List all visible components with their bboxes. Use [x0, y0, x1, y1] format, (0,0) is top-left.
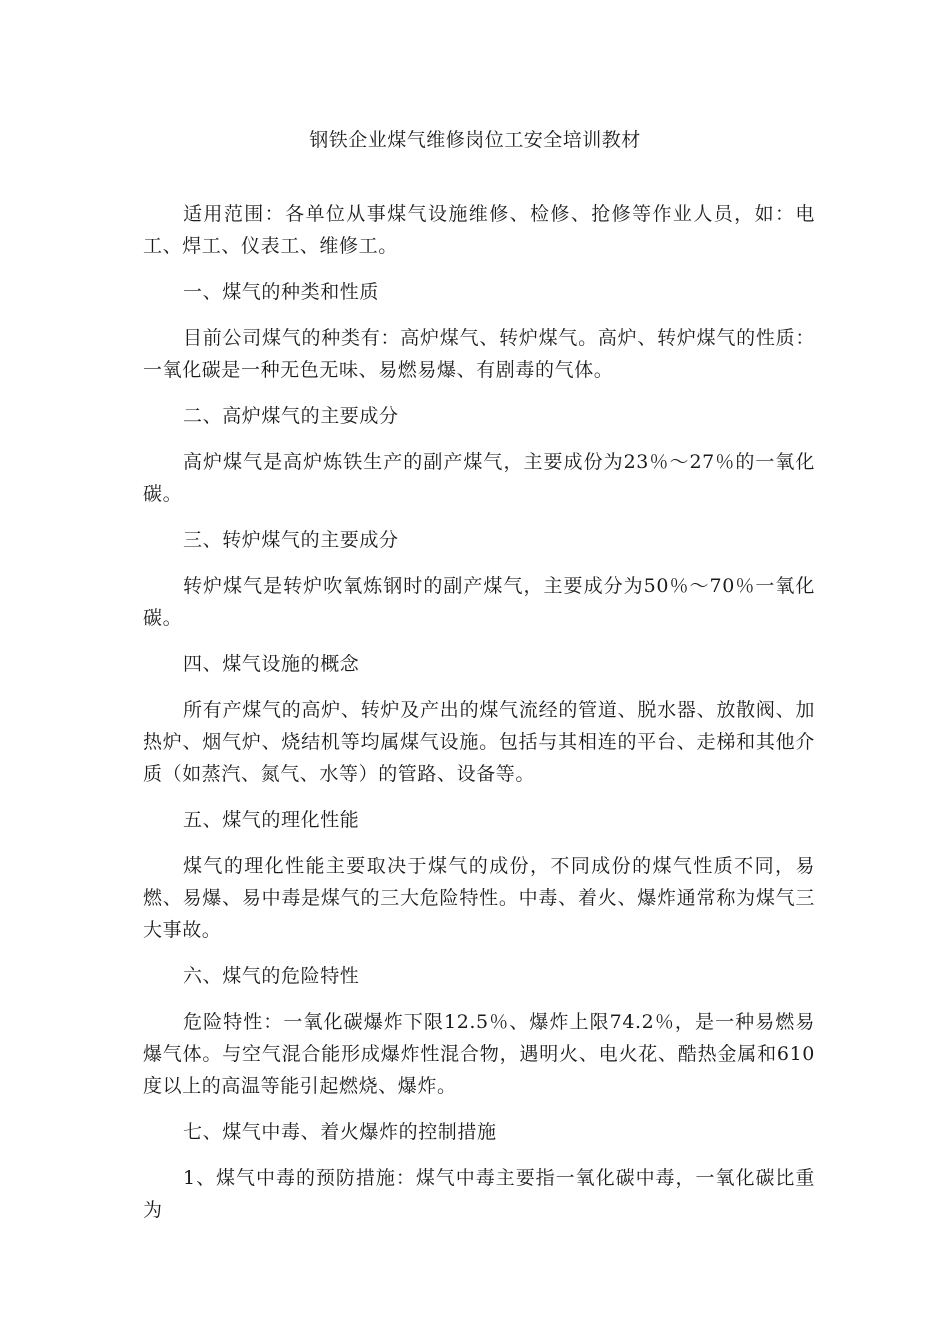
section-heading-7: 七、煤气中毒、着火爆炸的控制措施: [183, 1121, 497, 1143]
section-paragraph-3: 转炉煤气是转炉吹氧炼钢时的副产煤气，主要成分为50％～70％一氧化碳。: [143, 575, 815, 629]
section-paragraph-5: 煤气的理化性能主要取决于煤气的成份，不同成份的煤气性质不同，易燃、易爆、易中毒是煤气的三大危险特性。中毒、着火、爆炸通常称为煤气三大事故。: [143, 855, 815, 941]
section-heading-5: 五、煤气的理化性能: [183, 809, 360, 831]
section-paragraph-4: 所有产煤气的高炉、转炉及产出的煤气流经的管道、脱水器、放散阀、加热炉、烟气炉、烧结机等均属煤气设施。包括与其相连的平台、走梯和其他介质（如蒸汽、氮气、水等）的管路、设备等。: [143, 699, 815, 785]
scope-paragraph: 适用范围：各单位从事煤气设施维修、检修、抢修等作业人员，如：电工、焊工、仪表工、维修工。: [143, 203, 815, 257]
document-body: [143, 198, 815, 1240]
section-heading-2: 二、高炉煤气的主要成分: [183, 405, 399, 427]
section-paragraph-2: 高炉煤气是高炉炼铁生产的副产煤气，主要成份为23％～27％的一氧化碳。: [143, 451, 815, 505]
section-paragraph-7: 1、煤气中毒的预防措施：煤气中毒主要指一氧化碳中毒，一氧化碳比重为: [143, 1167, 815, 1221]
section-heading-3: 三、转炉煤气的主要成分: [183, 529, 399, 551]
section-heading-6: 六、煤气的危险特性: [183, 965, 360, 987]
section-heading-4: 四、煤气设施的概念: [183, 653, 360, 675]
section-heading-1: 一、煤气的种类和性质: [183, 281, 380, 303]
section-paragraph-6: 危险特性：一氧化碳爆炸下限12.5％、爆炸上限74.2％，是一种易燃易爆气体。与空气混合能形成爆炸性混合物，遇明火、电火花、酷热金属和610度以上的高温等能引起燃烧、爆炸。: [143, 1011, 815, 1097]
section-paragraph-1: 目前公司煤气的种类有：高炉煤气、转炉煤气。高炉、转炉煤气的性质：一氧化碳是一种无色无味、易燃易爆、有剧毒的气体。: [143, 327, 815, 381]
document-title: 钢铁企业煤气维修岗位工安全培训教材: [309, 129, 641, 151]
